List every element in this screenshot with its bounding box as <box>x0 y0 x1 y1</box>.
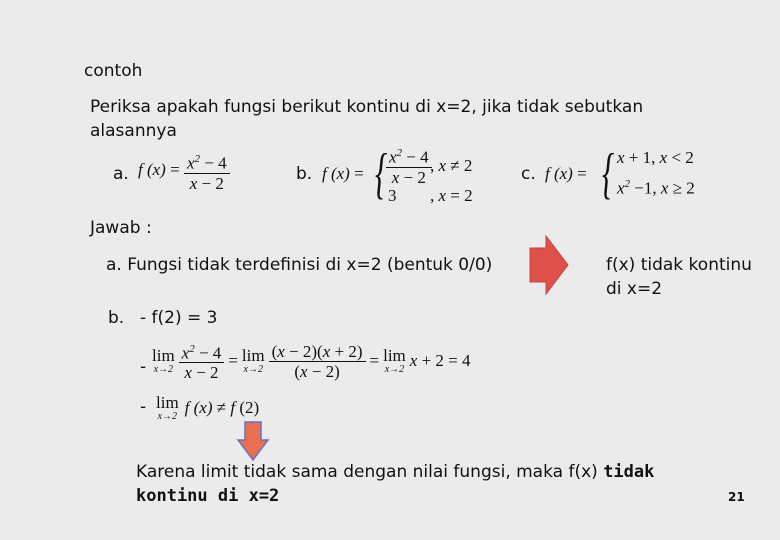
dash-2: - <box>140 397 147 417</box>
item-b-label: b. <box>296 164 313 184</box>
formula-b: f (x) = { $\frac{x^2 - 4}{x - 2}$ , x ≠ 2 3 , x = 2 <box>322 143 473 205</box>
conclusion-normal: Karena limit tidak sama dengan nilai fungsi, maka f(x) <box>136 462 604 482</box>
page-number: 21 <box>728 490 745 504</box>
item-c-label: c. <box>521 164 536 184</box>
answer-a: a. Fungsi tidak terdefinisi di x=2 (bentuk 0/0) <box>106 255 493 275</box>
question-line-1: Periksa apakah fungsi berikut kontinu di x=2, jika tidak sebutkan <box>90 97 644 117</box>
formula-c: f (x) = { x + 1, x < 2 $x^2 -1$, x ≥ 2 <box>545 143 695 205</box>
result-a-line-2: di x=2 <box>606 279 663 299</box>
question-line-2: alasannya <box>90 121 177 141</box>
answer-b-f2: - f(2) = 3 <box>140 308 218 328</box>
conclusion-line-1 <box>136 461 654 483</box>
limit-inequality: lim x→2 f (x) ≠ f (2) <box>156 393 260 422</box>
conclusion-bold-tidak: tidak <box>603 462 655 482</box>
answer-b-label: b. <box>108 308 125 328</box>
dash-1: - <box>140 357 147 377</box>
right-arrow-icon <box>528 234 570 296</box>
down-arrow-icon <box>236 420 270 462</box>
limit-equation: lim x→2 $\frac{x^2 - 4}{x - 2}$ = lim x→2 $\frac{(x - 2)(x + 2)}{(x - 2)}$ = lim x→2 x + 2 = 4 <box>152 341 471 383</box>
result-a-line-1: f(x) tidak kontinu <box>606 255 752 275</box>
jawab-label: Jawab : <box>90 218 152 238</box>
heading: contoh <box>84 61 143 81</box>
conclusion-line-2: kontinu di x=2 <box>136 486 280 506</box>
formula-a: f (x) = $\frac{x^2 - 4}{x - 2}$ <box>138 150 230 193</box>
item-a-label: a. <box>113 164 129 184</box>
